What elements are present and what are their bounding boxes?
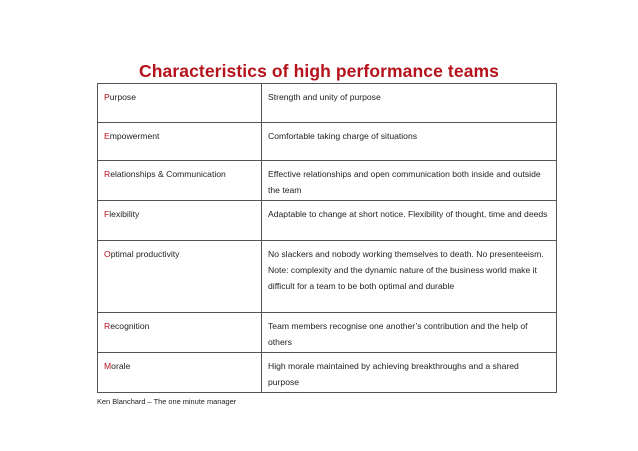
description-cell: Strength and unity of purpose: [262, 84, 557, 123]
characteristic-initial: P: [104, 92, 110, 102]
characteristic-name: elationships & Communication: [110, 169, 226, 179]
characteristic-name: orale: [111, 361, 131, 371]
characteristics-table: [97, 83, 557, 393]
description-cell: High morale maintained by achieving breakthroughs and a shared purpose: [262, 353, 557, 393]
characteristic-initial: F: [104, 209, 110, 219]
characteristic-cell: [98, 84, 262, 123]
characteristic-cell: [98, 201, 262, 241]
description-cell: Adaptable to change at short notice. Flexibility of thought, time and deeds: [262, 201, 557, 241]
description-cell: Team members recognise one another’s contribution and the help of others: [262, 313, 557, 353]
characteristic-initial: R: [104, 321, 111, 331]
description-cell: No slackers and nobody working themselves to death. No presenteeism. Note: complexity and the dynamic nature of the business world make it difficult for a team to be both optimal and durable: [262, 241, 557, 313]
page-title: Characteristics of high performance teams: [138, 61, 500, 81]
description-cell: Effective relationships and open communication both inside and outside the team: [262, 161, 557, 201]
characteristic-cell: [98, 241, 262, 313]
characteristic-cell: [98, 123, 262, 161]
table-row: [98, 123, 557, 161]
characteristic-initial: R: [104, 169, 111, 179]
table-row: [98, 84, 557, 123]
characteristic-cell: [98, 353, 262, 393]
table-row: [98, 161, 557, 201]
characteristic-name: ptimal productivity: [110, 249, 180, 259]
characteristic-name: lexibility: [109, 209, 140, 219]
table-row: [98, 241, 557, 313]
characteristic-cell: [98, 161, 262, 201]
characteristic-name: mpowerment: [109, 131, 160, 141]
characteristic-name: ecognition: [110, 321, 150, 331]
table-row: [98, 313, 557, 353]
description-cell: Comfortable taking charge of situations: [262, 123, 557, 161]
characteristic-name: urpose: [109, 92, 137, 102]
characteristic-initial: E: [104, 131, 110, 141]
table-row: [98, 201, 557, 241]
table-row: [98, 353, 557, 393]
characteristic-initial: M: [104, 361, 112, 371]
characteristic-cell: [98, 313, 262, 353]
source-citation: Ken Blanchard – The one minute manager: [97, 397, 237, 406]
characteristic-initial: O: [104, 249, 111, 259]
